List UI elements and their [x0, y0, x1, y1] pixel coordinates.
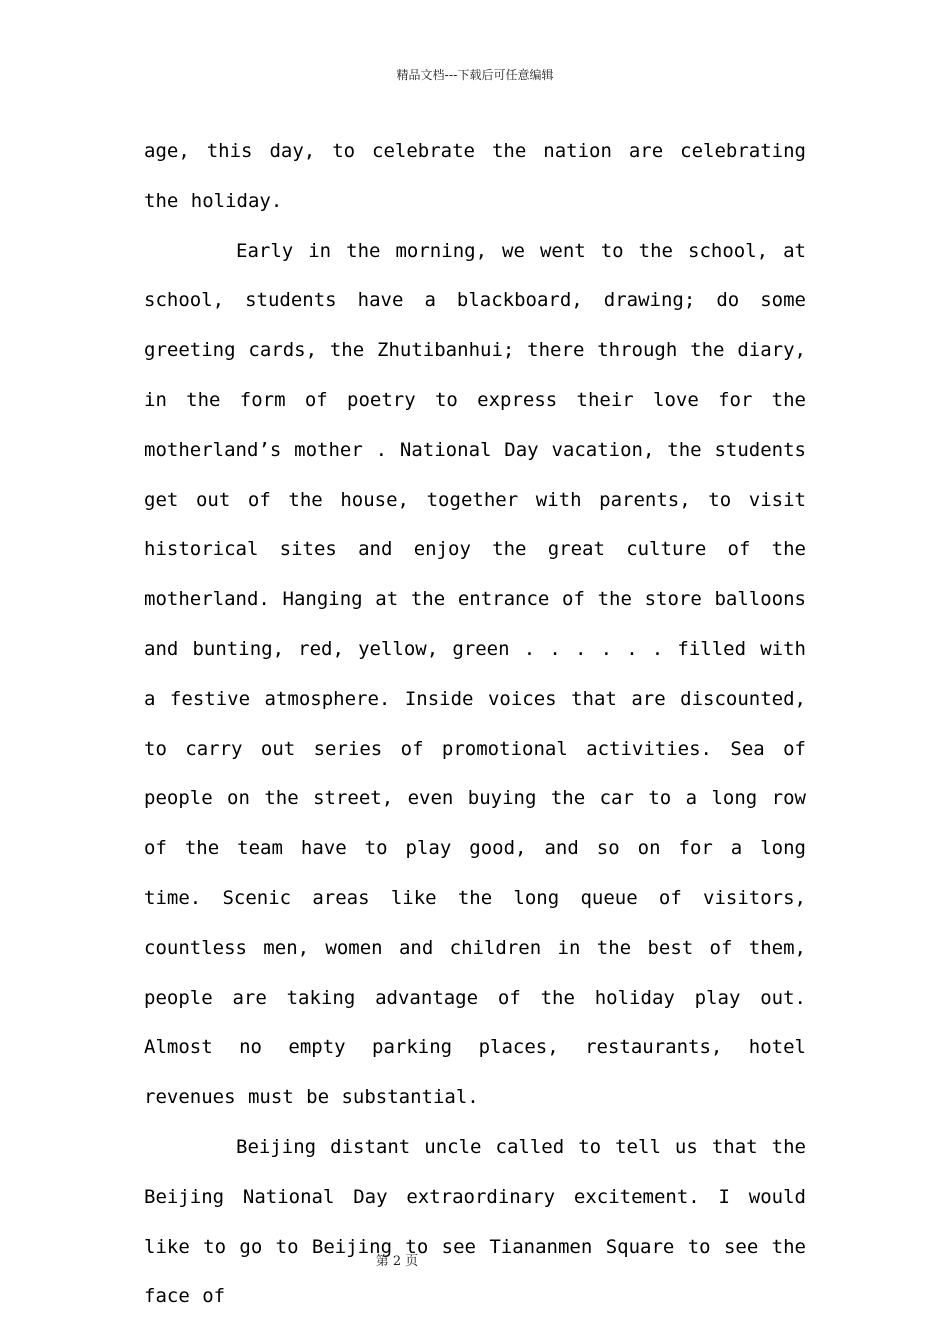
paragraph-1: age, this day, to celebrate the nation are celebrating the holiday.: [144, 140, 806, 212]
paragraph-3: Beijing distant uncle called to tell us that the Beijing National Day extraordinary excitement. I would like to go to Beijing to see Tiananmen Square to see the face of: [144, 1135, 806, 1308]
document-body: [144, 127, 806, 1322]
page-footer: [0, 1253, 794, 1271]
header-text: 精品文档---下载后可任意编辑: [396, 68, 554, 82]
page-header: [0, 66, 950, 84]
paragraph-2: Early in the morning, we went to the school, at school, students have a blackboard, drawing; do some greeting cards, the Zhutibanhui; there through the diary, in the form of poetry to express their love for the motherland’s mother . National Day vacation, the students get out of the house, together with parents, to visit historical sites and enjoy the great culture of the motherland. Hanging at the entrance of the store balloons and bunting, red, yellow, green . . . . . . filled with a festive atmosphere. Inside voices that are discounted, to carry out series of promotional activities. Sea of people on the street, even buying the car to a long row of the team have to play good, and so on for a long time. Scenic areas like the long queue of visitors, countless men, women and children in the best of them, people are taking advantage of the holiday play out. Almost no empty parking places, restaurants, hotel revenues must be substantial.: [144, 239, 806, 1109]
page-number: 第 2 页: [375, 1254, 419, 1269]
